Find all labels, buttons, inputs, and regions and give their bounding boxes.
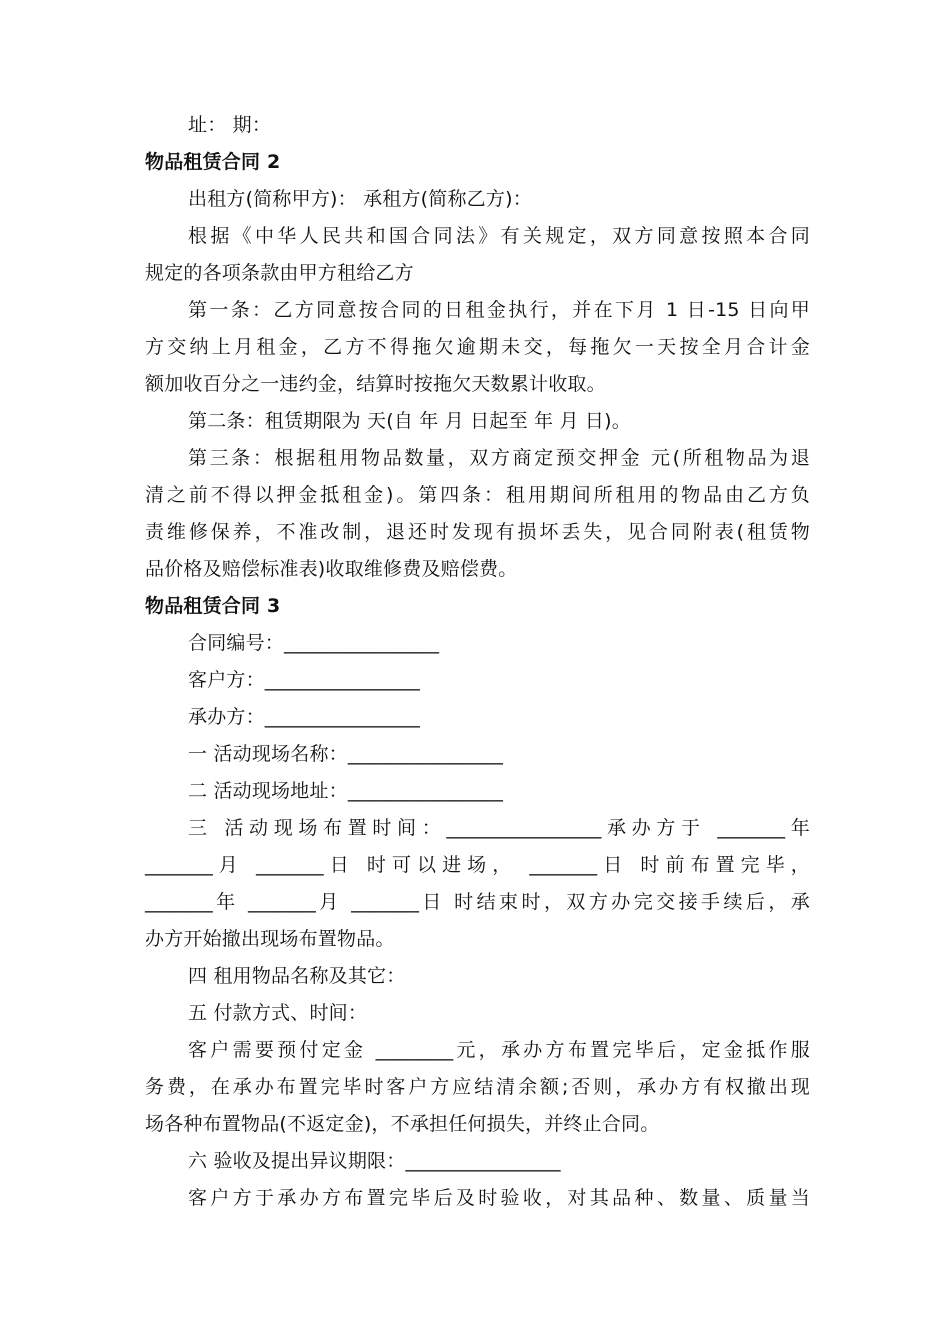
paragraph-line: 第三条：根据租用物品数量，双方商定预交押金 元(所租物品为退 [188,447,810,469]
paragraph-line: 客户需要预付定金 ________元，承办方布置完毕后，定金抵作服 [188,1039,810,1061]
section-heading-contract-2: 物品租赁合同 2 [145,151,281,173]
document-body [145,107,810,1217]
paragraph-line: 第一条：乙方同意按合同的日租金执行，并在下月 1 日-15 日向甲 [188,299,810,321]
paragraph-line: 品价格及赔偿标准表)收取维修费及赔偿费。 [145,558,518,580]
paragraph-line: 方交纳上月租金，乙方不得拖欠逾期未交，每拖欠一天按全月合计金 [145,336,810,358]
paragraph-line: 场各种布置物品(不返定金)，不承担任何损失，并终止合同。 [145,1113,660,1135]
form-field-line: 客户方：________________ [188,669,421,691]
form-field-line: 承办方：________________ [188,706,421,728]
paragraph-line: 额加收百分之一违约金，结算时按拖欠天数累计收取。 [145,373,606,395]
form-field-line: 六 验收及提出异议期限：________________ [188,1150,561,1172]
form-field-line: 五 付款方式、时间： [188,1002,368,1024]
form-field-line: 一 活动现场名称：________________ [188,743,504,765]
paragraph-line: 务费，在承办布置完毕时客户方应结清余额;否则，承办方有权撤出现 [145,1076,810,1098]
form-field-line: 四 租用物品名称及其它： [188,965,406,987]
form-field-line: 二 活动现场地址：________________ [188,780,504,802]
form-field-line: 合同编号：________________ [188,632,440,654]
paragraph-line: 责维修保养，不准改制，退还时发现有损坏丢失，见合同附表(租赁物 [145,521,810,543]
paragraph-line: 第二条：租赁期限为 天(自 年 月 日起至 年 月 日)。 [188,410,631,432]
section-heading-contract-3: 物品租赁合同 3 [145,595,281,617]
paragraph-line: 客户方于承办方布置完毕后及时验收，对其品种、数量、质量当 [188,1187,810,1209]
paragraph-line: 清之前不得以押金抵租金)。第四条：租用期间所租用的物品由乙方负 [145,484,810,506]
parties-line: 出租方(简称甲方)： 承租方(简称乙方)： [188,188,532,210]
paragraph-line: 办方开始撤出现场布置物品。 [145,928,395,950]
paragraph-line: _______年 _______月 _______日 时结束时，双方办完交接手续后，承 [145,891,810,913]
paragraph-line: 根据《中华人民共和国合同法》有关规定，双方同意按照本合同 [188,225,810,247]
paragraph-line: 规定的各项条款由甲方租给乙方 [145,262,414,284]
address-date-line: 址： 期： [188,114,272,136]
paragraph-line: _______月 _______日 时可以进场， _______日 时前布置完毕， [145,854,810,876]
paragraph-line: 三 活动现场布置时间：________________承办方于 _______年 [188,817,810,839]
